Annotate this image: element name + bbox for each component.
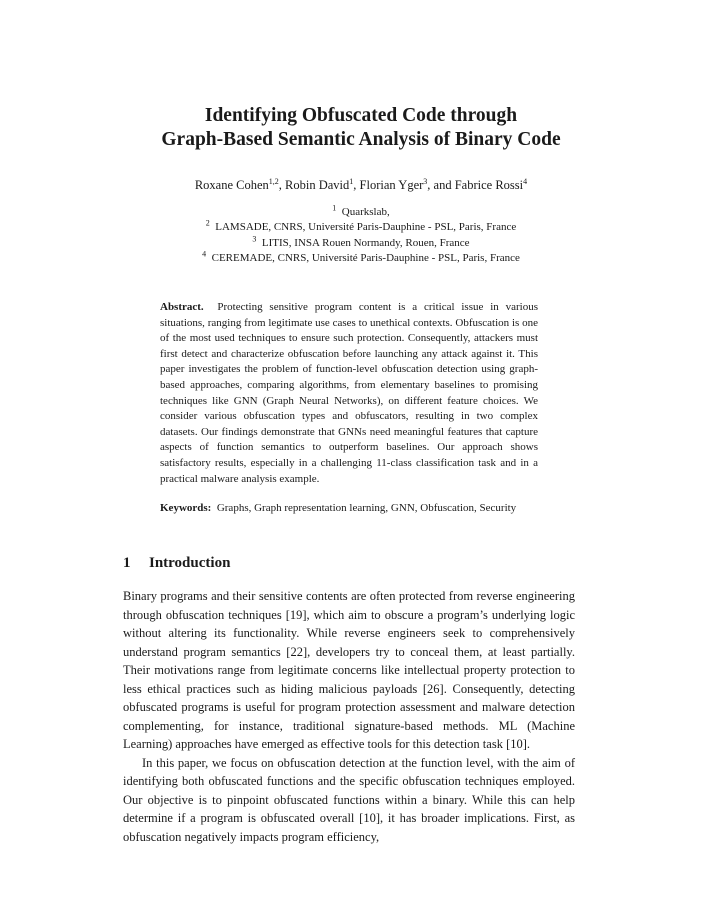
- author-separator: , and: [427, 178, 455, 192]
- affiliation-line: [0, 220, 722, 235]
- abstract-label: Abstract.: [160, 301, 204, 313]
- author-affil-sup: 1: [349, 176, 354, 186]
- affiliation-line: [0, 205, 722, 220]
- paragraph: In this paper, we focus on obfuscation detection at the function level, with the aim of identifying both obfuscated functions and the specific obfuscation techniques employed. Our objective is to pinpoint obfuscated functions within a binary. While this can help determine if a program is obfuscated overall [10], it has broader implications. First, as obfuscation negatively impacts program efficiency,: [123, 755, 575, 844]
- abstract-text: Protecting sensitive program content is a critical issue in various situations, ranging from legitimate use cases to unethical contexts. Obfuscation is one of the most used techniques to ensure such protection. Consequently, attackers must first detect and characterize obfuscation before launching any attack against it. This paper investigates the problem of function-level obfuscation detection using graph-based approaches, comparing algorithms, from elementary baselines to promising techniques like GNN (Graph Neural Networks), on different feature choices. We consider various obfuscation types and obfuscators, resulting in two complex datasets. Our findings demonstrate that GNNs need meaningful features that capture aspects of function semantics to outperform baselines. Our approach shows satisfactory results, especially in a challenging 11-class classification task and in a practical malware analysis example.: [160, 301, 538, 485]
- affiliation-number: 2: [205, 218, 210, 228]
- affiliation-text: CEREMADE, CNRS, Université Paris-Dauphine - PSL, Paris, France: [211, 252, 520, 265]
- section-number: 1: [123, 555, 131, 571]
- author-affil-sup: 4: [523, 176, 528, 186]
- author-list: [0, 178, 722, 193]
- title-line-2: Graph-Based Semantic Analysis of Binary Code: [161, 129, 561, 150]
- author-name: Florian Yger: [359, 178, 424, 192]
- title-line-1: Identifying Obfuscated Code through: [204, 105, 518, 126]
- affiliation-line: [0, 251, 722, 266]
- affiliation-text: LITIS, INSA Rouen Normandy, Rouen, France: [261, 236, 470, 249]
- section-body: [123, 587, 575, 846]
- author-name: Fabrice Rossi: [454, 178, 524, 192]
- affiliation-line: [0, 236, 722, 251]
- paper-title: [0, 104, 722, 152]
- affiliation-number: 4: [202, 249, 207, 259]
- affiliation-text: LAMSADE, CNRS, Université Paris-Dauphine - PSL, Paris, France: [215, 221, 517, 234]
- affiliation-number: 1: [332, 203, 337, 213]
- paragraph: Binary programs and their sensitive contents are often protected from reverse engineering through obfuscation techniques [19], which aim to obscure a program’s underlying logic without altering its functionality. While reverse engineers seek to comprehensively understand program semantics [22], developers try to conceal them, at least partially. Their motivations range from legitimate concerns like intellectual property protection to less ethical practices such as hiding malicious payloads [26]. Consequently, detecting obfuscated programs is useful for program protection assessment and malware detection complementing, for instance, traditional signature-based methods. ML (Machine Learning) approaches have emerged as effective tools for this detection task [10].: [123, 589, 575, 751]
- author-affil-sup: 1,2: [268, 176, 279, 186]
- author-name: Roxane Cohen: [194, 178, 269, 192]
- affiliation-list: [0, 205, 722, 267]
- affiliation-number: 3: [252, 234, 257, 244]
- section-heading: [123, 555, 230, 572]
- author-name: Robin David: [285, 178, 350, 192]
- author-affil-sup: 3: [423, 176, 428, 186]
- affiliation-text: Quarkslab,: [341, 206, 390, 218]
- keywords-label: Keywords:: [160, 502, 212, 514]
- abstract: [160, 300, 538, 487]
- author-separator: ,: [353, 178, 360, 192]
- author-separator: ,: [278, 178, 286, 192]
- keywords: [160, 501, 538, 517]
- keywords-text: Graphs, Graph representation learning, GNN, Obfuscation, Security: [216, 502, 517, 514]
- section-title: Introduction: [149, 555, 231, 571]
